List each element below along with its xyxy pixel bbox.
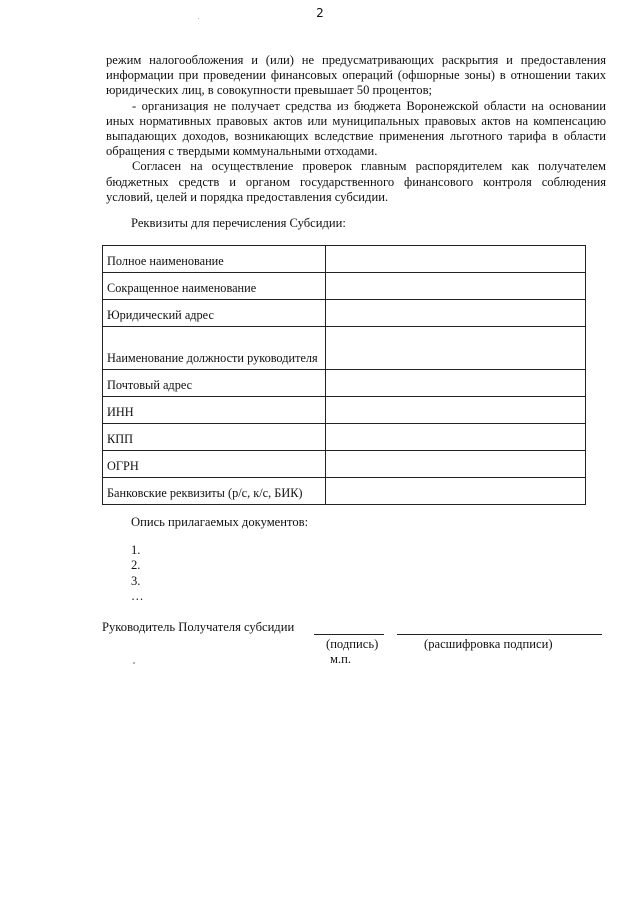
documents-list [131,543,144,604]
row-value-field [326,300,586,327]
table-row [103,273,586,300]
row-label: Юридический адрес [103,300,326,327]
signature-decode-line [397,634,602,635]
row-label: Полное наименование [103,246,326,273]
table-row [103,424,586,451]
row-value-field [326,424,586,451]
requisites-heading: Реквизиты для перечисления Субсидии: [131,216,346,230]
row-value-field [326,273,586,300]
signature-role: Руководитель Получателя субсидии [102,620,295,634]
list-item: 1. [131,543,141,557]
row-value-field [326,370,586,397]
list-item: … [131,588,144,603]
scan-speck [133,662,135,664]
page-number: 2 [316,6,324,20]
paragraph-consent: Согласен на осуществление проверок главным распорядителем как получателем бюджетных средств и органом государственного финансового контроля соблюдения условий, целей и порядка предоставления субсидии. [106,159,606,204]
table-row [103,300,586,327]
paragraph-budget-funds: - организация не получает средства из бюджета Воронежской области на основании иных нормативных правовых актов или муниципальных правовых актов на компенсацию выпадающих доходов, возникающих вследствие применения льготного тарифа в области обращения с твердыми коммунальными отходами. [106,98,606,159]
row-value-field [326,478,586,505]
row-label: ОГРН [103,451,326,478]
signature-line [314,634,384,635]
row-value-field [326,246,586,273]
row-label: Сокращенное наименование [103,273,326,300]
row-label: Наименование должности руководителя [103,327,326,370]
table-row [103,478,586,505]
row-value-field [326,327,586,370]
stamp-place-label: м.п. [330,652,352,666]
row-label: Банковские реквизиты (р/с, к/с, БИК) [103,478,326,505]
row-label: ИНН [103,397,326,424]
table-row [103,327,586,370]
scan-speck [198,18,199,19]
table-row [103,451,586,478]
list-item: 3. [131,573,141,588]
table-row [103,370,586,397]
paragraph-offshore: режим налогообложения и (или) не предусматривающих раскрытия и предоставления информации при проведении финансовых операций (офшорные зоны) в отношении таких юридических лиц, в совокупности превышает 50 процентов; [106,53,606,98]
table-row [103,397,586,424]
signature-caption: (подпись) [326,637,379,651]
row-label: Почтовый адрес [103,370,326,397]
row-value-field [326,397,586,424]
list-item: 2. [131,558,141,573]
table-row [103,246,586,273]
documents-heading: Опись прилагаемых документов: [131,515,309,529]
signature-decode-caption: (расшифровка подписи) [424,637,553,651]
requisites-table [102,245,586,505]
row-value-field [326,451,586,478]
row-label: КПП [103,424,326,451]
signature-block [102,620,612,690]
body-text [106,53,606,205]
